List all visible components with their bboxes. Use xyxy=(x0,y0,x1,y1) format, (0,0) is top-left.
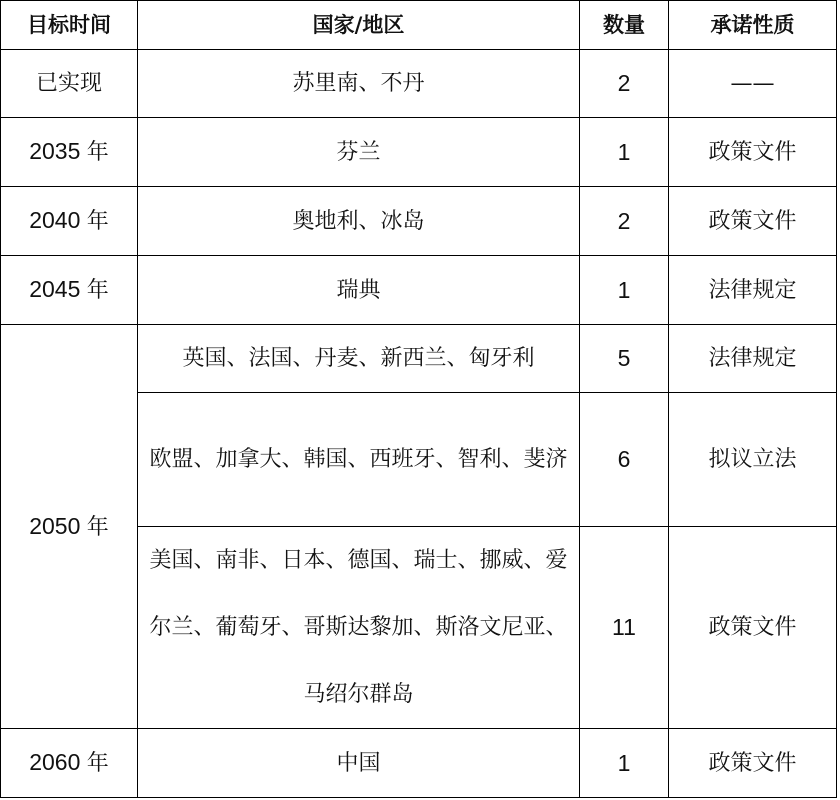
table-row xyxy=(1,187,837,256)
count-cell: 1 xyxy=(580,118,669,187)
commitment-type-cell: —— xyxy=(669,50,837,118)
countries-cell: 瑞典 xyxy=(138,256,580,325)
year-value: 2050 xyxy=(29,512,81,539)
header-count: 数量 xyxy=(580,1,669,50)
countries-cell: 芬兰 xyxy=(138,118,580,187)
count-cell: 5 xyxy=(580,325,669,393)
header-target-time: 目标时间 xyxy=(1,1,138,50)
year-value: 2035 xyxy=(29,138,81,164)
countries-cell: 美国、南非、日本、德国、瑞士、挪威、爱尔兰、葡萄牙、哥斯达黎加、斯洛文尼亚、马绍尔群岛 xyxy=(138,527,580,729)
target-time-cell xyxy=(1,187,138,256)
count-cell: 1 xyxy=(580,256,669,325)
table-row xyxy=(1,729,837,798)
commitment-type-cell: 政策文件 xyxy=(669,527,837,729)
year-unit: 年 xyxy=(86,751,109,776)
count-cell: 2 xyxy=(580,50,669,118)
table-row xyxy=(1,256,837,325)
count-cell: 6 xyxy=(580,393,669,527)
table-row xyxy=(1,118,837,187)
table-row xyxy=(1,50,837,118)
commitment-type-cell: 法律规定 xyxy=(669,256,837,325)
year-unit: 年 xyxy=(86,514,109,540)
year-unit: 年 xyxy=(86,209,109,234)
countries-cell: 苏里南、不丹 xyxy=(138,50,580,118)
countries-cell: 中国 xyxy=(138,729,580,798)
year-unit: 年 xyxy=(86,140,109,165)
countries-cell: 奥地利、冰岛 xyxy=(138,187,580,256)
target-time-cell xyxy=(1,325,138,729)
commitment-type-cell: 政策文件 xyxy=(669,118,837,187)
year-value: 2040 xyxy=(29,207,81,233)
count-cell: 2 xyxy=(580,187,669,256)
count-cell: 1 xyxy=(580,729,669,798)
target-time-cell xyxy=(1,118,138,187)
year-value: 2045 xyxy=(29,276,81,302)
header-row xyxy=(1,1,837,50)
commitment-type-cell: 法律规定 xyxy=(669,325,837,393)
commitment-type-cell: 政策文件 xyxy=(669,187,837,256)
header-commitment-type: 承诺性质 xyxy=(669,1,837,50)
header-country-region: 国家/地区 xyxy=(138,1,580,50)
year-unit: 年 xyxy=(86,278,109,303)
countries-cell: 英国、法国、丹麦、新西兰、匈牙利 xyxy=(138,325,580,393)
year-value: 2060 xyxy=(29,749,81,775)
countries-cell: 欧盟、加拿大、韩国、西班牙、智利、斐济 xyxy=(138,393,580,527)
commitment-type-cell: 拟议立法 xyxy=(669,393,837,527)
target-time-cell: 已实现 xyxy=(1,50,138,118)
commitment-type-cell: 政策文件 xyxy=(669,729,837,798)
target-time-cell xyxy=(1,729,138,798)
target-time-cell xyxy=(1,256,138,325)
table-row xyxy=(1,325,837,393)
count-cell: 11 xyxy=(580,527,669,729)
